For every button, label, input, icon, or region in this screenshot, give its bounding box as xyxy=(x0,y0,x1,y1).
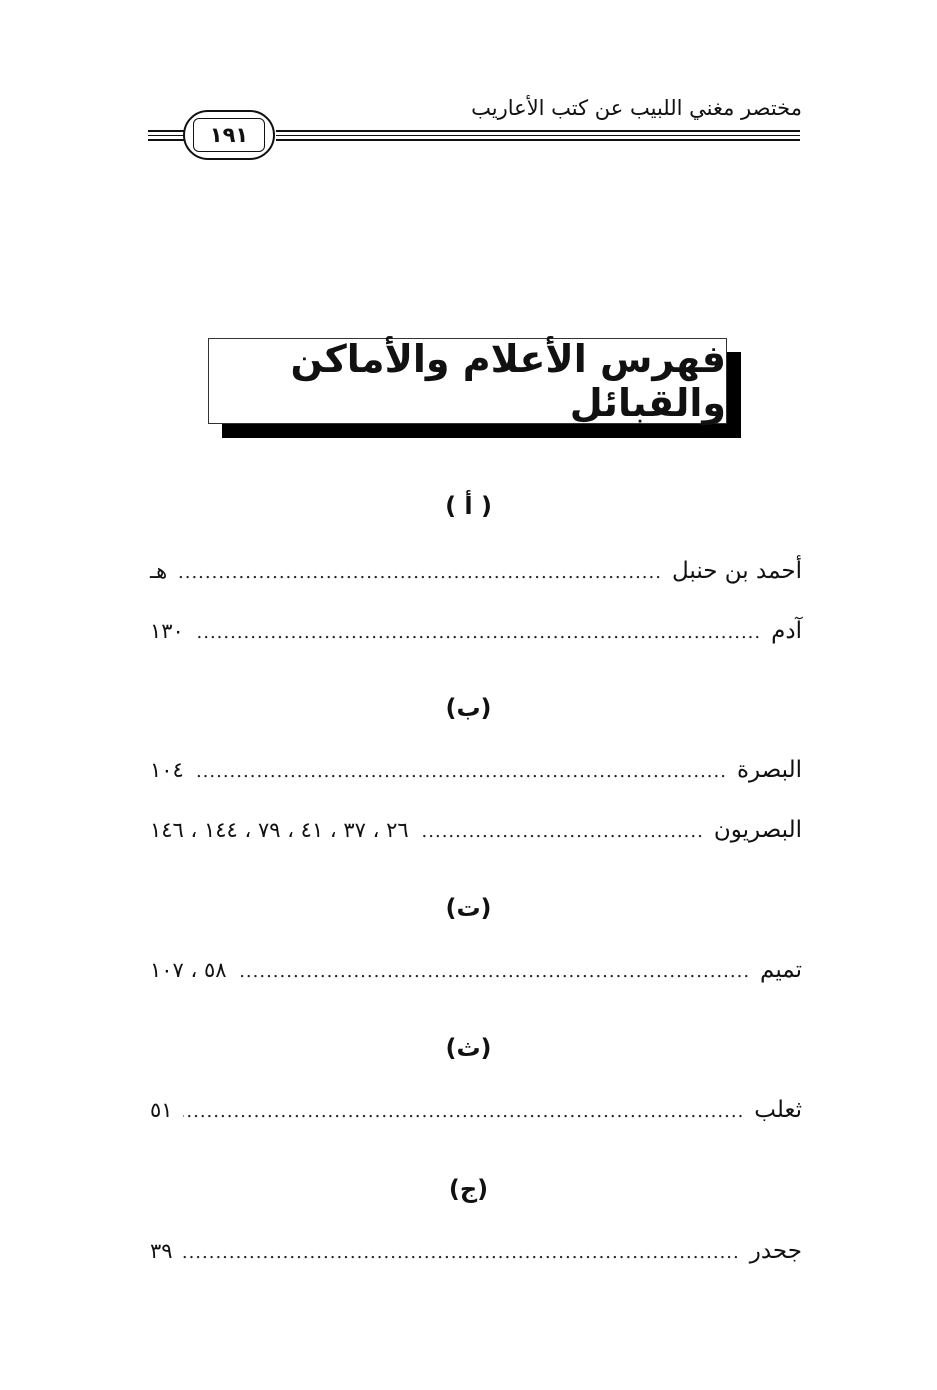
entry-name: آدم xyxy=(771,618,802,644)
entry-name: جحدر xyxy=(749,1238,802,1264)
entry-name: ثعلب xyxy=(754,1097,802,1123)
header-rule-right xyxy=(276,130,800,141)
page-number: ١٩١ xyxy=(209,123,249,147)
header-rule-left xyxy=(148,130,184,141)
index-entry xyxy=(150,1238,802,1278)
dot-leader xyxy=(194,622,761,643)
entry-pages: ٥١ xyxy=(150,1098,173,1122)
entry-pages: ٣٩ xyxy=(150,1239,173,1263)
letter-heading-ba: (ب) xyxy=(445,694,492,722)
dot-leader xyxy=(183,1242,740,1263)
letter-heading-jim: (ج) xyxy=(448,1175,489,1203)
letter-heading-ta: (ت) xyxy=(445,894,492,922)
index-entry xyxy=(150,817,802,857)
entry-pages: ١٠٤ xyxy=(150,758,184,782)
entry-name: البصرة xyxy=(736,757,802,783)
letter-heading-tha: (ث) xyxy=(445,1034,492,1062)
entry-pages: ٥٨ ، ١٠٧ xyxy=(150,958,227,982)
entry-pages: ١٣٠ xyxy=(150,619,184,643)
index-entry xyxy=(150,957,802,997)
entry-name: أحمد بن حنبل xyxy=(671,558,802,584)
section-title: فهرس الأعلام والأماكن والقبائل xyxy=(290,337,726,425)
entry-pages: هـ xyxy=(150,559,168,583)
entry-name: البصريون xyxy=(713,817,802,843)
entry-name: تميم xyxy=(760,957,802,983)
running-header-title: مختصر مغني اللبيب عن كتب الأعاريب xyxy=(471,96,802,120)
index-entry xyxy=(150,558,802,598)
entry-pages: ٢٦ ، ٣٧ ، ٤١ ، ٧٩ ، ١٤٤ ، ١٤٦ xyxy=(150,818,409,842)
index-entry xyxy=(150,1097,802,1137)
dot-leader xyxy=(177,562,662,583)
letter-heading-alif: ( أ ) xyxy=(445,492,492,520)
page-number-frame xyxy=(193,118,265,152)
index-entry xyxy=(150,618,802,658)
section-title-box xyxy=(208,338,727,424)
dot-leader xyxy=(194,761,727,782)
dot-leader xyxy=(183,1101,745,1122)
page-number-cartouche xyxy=(183,110,275,160)
index-entry xyxy=(150,757,802,797)
dot-leader xyxy=(237,961,751,982)
dot-leader xyxy=(419,821,704,842)
